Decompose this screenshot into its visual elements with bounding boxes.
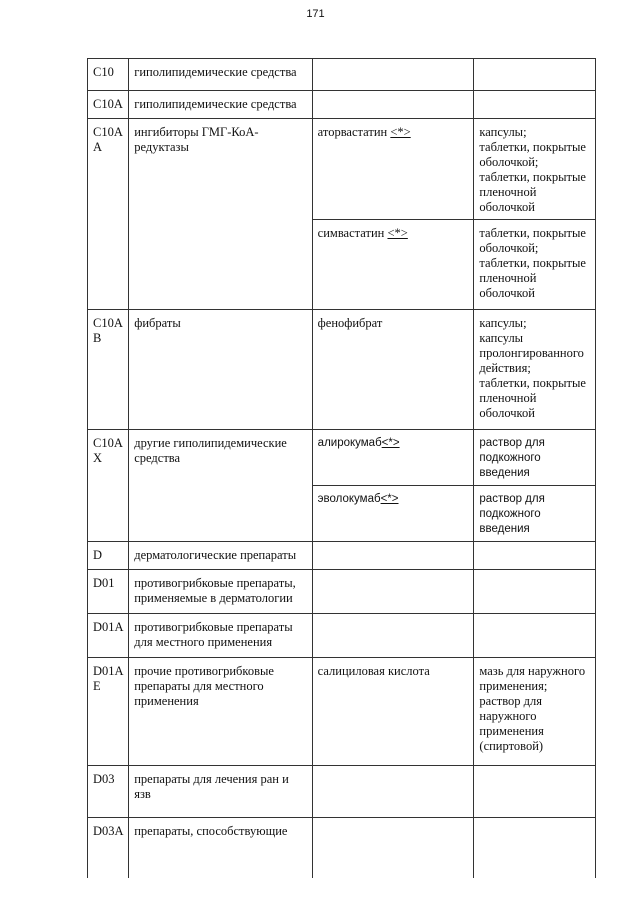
dosage-form-cell xyxy=(474,59,596,91)
dosage-form-line: раствор для xyxy=(479,493,545,505)
dosage-form-cell xyxy=(474,486,596,542)
dosage-form-cell xyxy=(474,310,596,430)
dosage-form-line: введения xyxy=(479,467,530,479)
atc-code-cell: D03A xyxy=(88,818,129,878)
dosage-form-cell xyxy=(474,658,596,766)
drug-name: алирокумаб xyxy=(317,437,382,449)
atc-code-cell: C10A B xyxy=(88,310,129,430)
table-row xyxy=(88,766,596,818)
drug-name-cell xyxy=(312,486,474,542)
dosage-form-line: раствор для xyxy=(479,694,543,708)
table-row xyxy=(88,542,596,570)
table-row xyxy=(88,570,596,614)
drug-name-cell xyxy=(312,658,474,766)
atc-code-cell: D xyxy=(88,542,129,570)
table-row xyxy=(88,614,596,658)
dosage-form-line: подкожного xyxy=(479,508,541,520)
group-name-cell: ингибиторы ГМГ-КоА- редуктазы xyxy=(129,119,312,310)
dosage-form-cell xyxy=(474,542,596,570)
dosage-form-line: капсулы; xyxy=(479,316,527,330)
dosage-form-line: таблетки, покрытые xyxy=(479,170,586,184)
atc-code-cell: C10A A xyxy=(88,119,129,310)
drug-name: фенофибрат xyxy=(317,316,383,330)
dosage-form-line: (спиртовой) xyxy=(479,739,544,753)
dosage-form-line: оболочкой xyxy=(479,286,535,300)
dosage-form-line: действия; xyxy=(479,361,531,375)
atc-code-cell: C10A xyxy=(88,91,129,119)
dosage-form-line: пленочной xyxy=(479,271,537,285)
atc-code-cell: C10A X xyxy=(88,430,129,542)
dosage-form-line: таблетки, покрытые xyxy=(479,376,586,390)
dosage-form-line: капсулы; xyxy=(479,125,527,139)
dosage-form-cell xyxy=(474,119,596,220)
dosage-form-line: капсулы xyxy=(479,331,524,345)
atc-code-cell: C10 xyxy=(88,59,129,91)
drug-name-cell xyxy=(312,310,474,430)
dosage-form-line: наружного xyxy=(479,709,537,723)
table-row xyxy=(88,658,596,766)
table-row xyxy=(88,430,596,486)
group-name-cell: гиполипидемические средства xyxy=(129,91,312,119)
drug-name: салициловая кислота xyxy=(317,664,430,678)
group-name-cell: противогрибковые препараты для местного применения xyxy=(129,614,312,658)
dosage-form-cell xyxy=(474,766,596,818)
group-name-cell: дерматологические препараты xyxy=(129,542,312,570)
atc-code-cell: D03 xyxy=(88,766,129,818)
dosage-form-line: таблетки, покрытые xyxy=(479,140,586,154)
drug-name-cell xyxy=(312,220,474,310)
group-name-cell: прочие противогрибковые препараты для местного применения xyxy=(129,658,312,766)
table-row xyxy=(88,310,596,430)
dosage-form-line: пролонгированного xyxy=(479,346,584,360)
page-number: 171 xyxy=(306,8,325,20)
dosage-form-line: таблетки, покрытые xyxy=(479,256,586,270)
group-name-cell: препараты, способствующие xyxy=(129,818,312,878)
drug-name: симвастатин xyxy=(317,226,388,240)
dosage-form-cell xyxy=(474,220,596,310)
drug-name: аторвастатин xyxy=(317,125,391,139)
dosage-form-line: оболочкой xyxy=(479,406,535,420)
dosage-form-line: пленочной xyxy=(479,185,537,199)
drug-name-cell xyxy=(312,570,474,614)
dosage-form-line: раствор для xyxy=(479,437,545,449)
drug-name-cell xyxy=(312,542,474,570)
dosage-form-line: применения; xyxy=(479,679,548,693)
group-name-cell: противогрибковые препараты, применяемые в дерматологии xyxy=(129,570,312,614)
drug-name-cell xyxy=(312,119,474,220)
dosage-form-cell xyxy=(474,430,596,486)
group-name-cell: препараты для лечения ран и язв xyxy=(129,766,312,818)
drug-name-cell xyxy=(312,91,474,119)
table-row xyxy=(88,59,596,91)
table-row xyxy=(88,818,596,878)
drug-name-cell xyxy=(312,818,474,878)
atc-code-cell: D01A E xyxy=(88,658,129,766)
group-name-cell: другие гиполипидемические средства xyxy=(129,430,312,542)
drug-name-cell xyxy=(312,430,474,486)
drug-footnote-ref: <*> xyxy=(381,437,400,449)
group-name-cell: фибраты xyxy=(129,310,312,430)
dosage-form-cell xyxy=(474,91,596,119)
dosage-form-cell xyxy=(474,614,596,658)
atc-table xyxy=(87,58,596,878)
drug-name-cell xyxy=(312,766,474,818)
drug-name-cell xyxy=(312,614,474,658)
atc-code-cell: D01A xyxy=(88,614,129,658)
table-row xyxy=(88,91,596,119)
group-name-cell: гиполипидемические средства xyxy=(129,59,312,91)
dosage-form-line: подкожного xyxy=(479,452,541,464)
dosage-form-cell xyxy=(474,818,596,878)
dosage-form-line: оболочкой; xyxy=(479,155,539,169)
atc-code-cell: D01 xyxy=(88,570,129,614)
table-row xyxy=(88,119,596,220)
drug-footnote-ref: <*> xyxy=(380,493,399,505)
dosage-form-cell xyxy=(474,570,596,614)
dosage-form-line: применения xyxy=(479,724,544,738)
drug-footnote-ref: <*> xyxy=(390,125,411,139)
dosage-form-line: пленочной xyxy=(479,391,537,405)
dosage-form-line: оболочкой xyxy=(479,200,535,214)
drug-footnote-ref: <*> xyxy=(387,226,408,240)
dosage-form-line: оболочкой; xyxy=(479,241,539,255)
dosage-form-line: таблетки, покрытые xyxy=(479,226,586,240)
dosage-form-line: мазь для наружного xyxy=(479,664,586,678)
dosage-form-line: введения xyxy=(479,523,530,535)
drug-name-cell xyxy=(312,59,474,91)
drug-name: эволокумаб xyxy=(317,493,381,505)
